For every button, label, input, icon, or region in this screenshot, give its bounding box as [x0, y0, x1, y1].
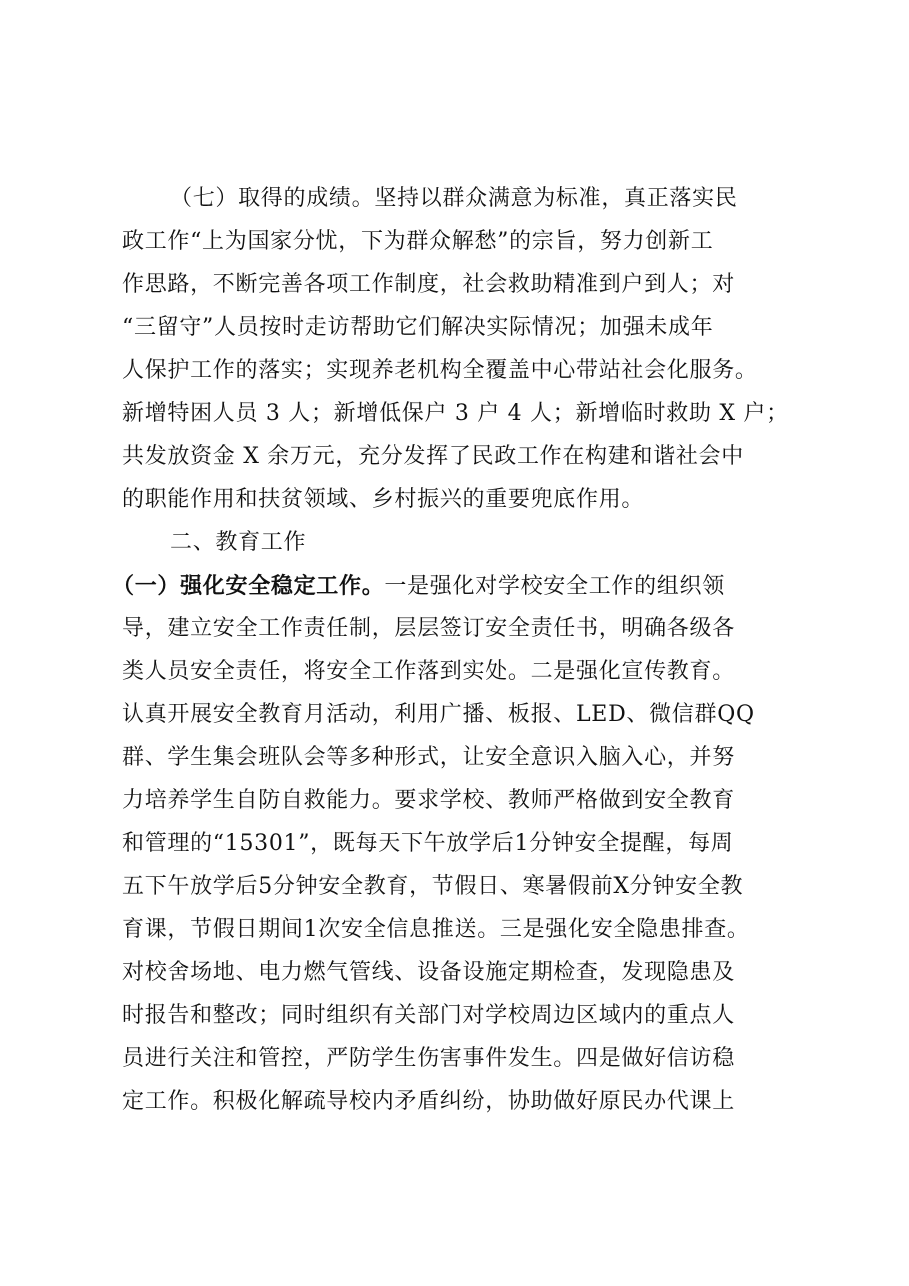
paragraph-line: 和管理的“15301”，既每天下午放学后1分钟安全提醒，每周	[122, 831, 734, 856]
paragraph-line: 作思路，不断完善各项工作制度，社会救助精准到户到人；对	[122, 272, 735, 297]
paragraph-line: “三留守”人员按时走访帮助它们解决实际情况；加强未成年	[122, 315, 714, 340]
paragraph-line: 导，建立安全工作责任制，层层签订安全责任书，明确各级各	[122, 616, 735, 641]
paragraph-line: 五下午放学后5分钟安全教育，节假日、寒暑假前X分钟安全教	[122, 874, 744, 899]
paragraph-line: 政工作“上为国家分忧，下为群众解愁”的宗旨，努力创新工	[122, 229, 714, 254]
section-lead-label: （一）强化安全稳定工作。	[112, 573, 385, 599]
paragraph-line: 定工作。积极化解疏导校内矛盾纠纷，协助做好原民办代课上	[122, 1089, 735, 1114]
paragraph-line: 类人员安全责任，将安全工作落到实处。二是强化宣传教育。	[122, 659, 735, 684]
paragraph-line: 的职能作用和扶贫领域、乡村振兴的重要兜底作用。	[122, 487, 645, 512]
paragraph-line: 时报告和整改；同时组织有关部门对学校周边区域内的重点人	[122, 1003, 735, 1028]
paragraph-line: 共发放资金 X 余万元，充分发挥了民政工作在构建和谐社会中	[122, 444, 744, 469]
paragraph-text: 坚持以群众满意为标准，真正落实民	[374, 186, 738, 211]
paragraph-line: 新增特困人员 3 人；新增低保户 3 户 4 人；新增临时救助 X 户；	[122, 401, 789, 426]
paragraph-line: 人保护工作的落实；实现养老机构全覆盖中心带站社会化服务。	[122, 358, 758, 383]
section-heading: 二、教育工作	[170, 530, 307, 555]
paragraph-line: 认真开展安全教育月活动，利用广播、板报、LED、微信群QQ	[122, 702, 755, 727]
paragraph-line: 育课，节假日期间1次安全信息推送。三是强化安全隐患排查。	[122, 917, 750, 942]
paragraph-line: 对校舍场地、电力燃气管线、设备设施定期检查，发现隐患及	[122, 960, 735, 985]
paragraph-text: 一是强化对学校安全工作的组织领	[384, 574, 725, 599]
paragraph-line	[112, 571, 725, 602]
paragraph-line	[170, 184, 738, 214]
paragraph-line: 力培养学生自防自救能力。要求学校、教师严格做到安全教育	[122, 788, 735, 813]
section-lead-label: （七）取得的成绩。	[170, 186, 375, 211]
paragraph-line: 员进行关注和管控，严防学生伤害事件发生。四是做好信访稳	[122, 1046, 735, 1071]
paragraph-line: 群、学生集会班队会等多种形式，让安全意识入脑入心，并努	[122, 745, 735, 770]
